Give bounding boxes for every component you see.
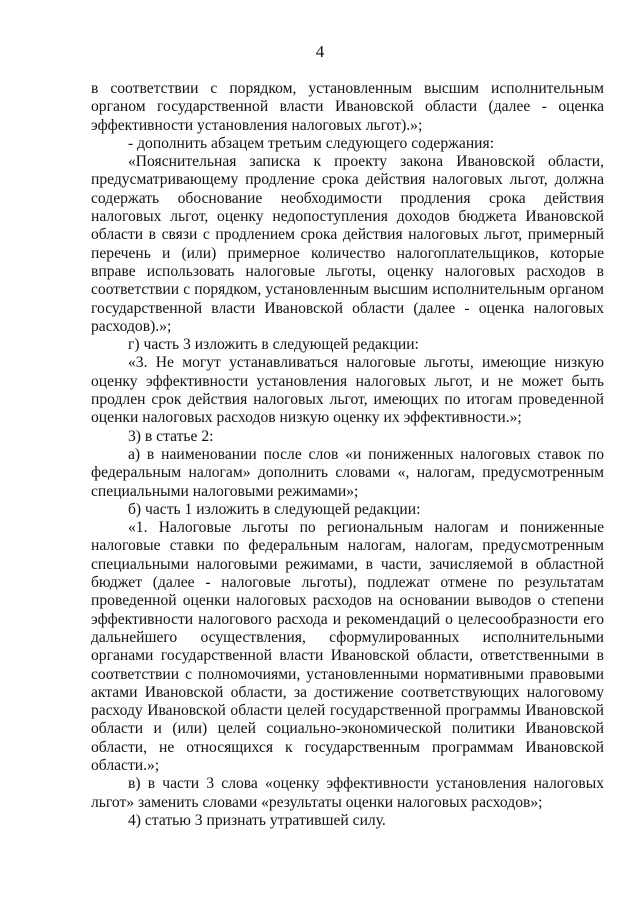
paragraph-1: в соответствии с порядком, установленным высшим исполнительным органом государственной власти Ивановской области (далее - оценка эффективности установления налоговых льгот).»; xyxy=(91,80,604,134)
paragraph-6: 3) в статье 2: xyxy=(128,427,214,445)
paragraph-10: в) в части 3 слова «оценку эффективности установления налоговых льгот» заменить словами «результаты оценки налоговых расходов»; xyxy=(91,775,604,811)
paragraph-2: - дополнить абзацем третьим следующего содержания: xyxy=(128,134,495,152)
paragraph-4: г) часть 3 изложить в следующей редакции: xyxy=(128,336,419,354)
paragraph-8: б) часть 1 изложить в следующей редакции: xyxy=(128,500,421,518)
paragraph-11: 4) статью 3 признать утратившей силу. xyxy=(128,811,386,829)
page-number: 4 xyxy=(315,42,325,61)
document-body xyxy=(91,80,604,830)
paragraph-9: «1. Налоговые льготы по региональным налогам и пониженные налоговые ставки по федеральным налогам, налогам, предусмотренным специальными налоговыми режимами, в части, зачисляемой в областной бюджет (далее - налоговые льготы), подлежат отмене по результатам проведенной оценки налоговых расходов на основании выводов о степени эффективности налогового расхода и рекомендаций о целесообразности его дальнейшего осуществления, сформулированных исполнительными органами государственной власти Ивановской области, ответственными в соответствии с полномочиями, установленными нормативными правовыми актами Ивановской области, за достижение соответствующих налоговому расходу Ивановской области целей государственной программы Ивановской области и (или) целей социально-экономической политики Ивановской области, не относящихся к государственным программам Ивановской области.»; xyxy=(91,519,604,774)
paragraph-5: «3. Не могут устанавливаться налоговые льготы, имеющие низкую оценку эффективности установления налоговых льгот, и не может быть продлен срок действия налоговых льгот, имеющих по итогам проведенной оценки налоговых расходов низкую оценку их эффективности.»; xyxy=(91,354,604,427)
paragraph-7: а) в наименовании после слов «и пониженных налоговых ставок по федеральным налогам» дополнить словами «, налогам, предусмотренным специальными налоговыми режимами»; xyxy=(91,445,604,500)
paragraph-3: «Пояснительная записка к проекту закона Ивановской области, предусматривающему продление срока действия налоговых льгот, должна содержать обоснование необходимости продления срока действия налоговых льгот, оценку недопоступления доходов бюджета Ивановской области в связи с продлением срока действия налоговых льгот, примерный перечень и (или) примерное количество налогоплательщиков, которые вправе использовать налоговые льготы, оценку налоговых расходов в соответствии с порядком, установленным высшим исполнительным органом государственной власти Ивановской области (далее - оценка налоговых расходов).»; xyxy=(91,153,604,335)
